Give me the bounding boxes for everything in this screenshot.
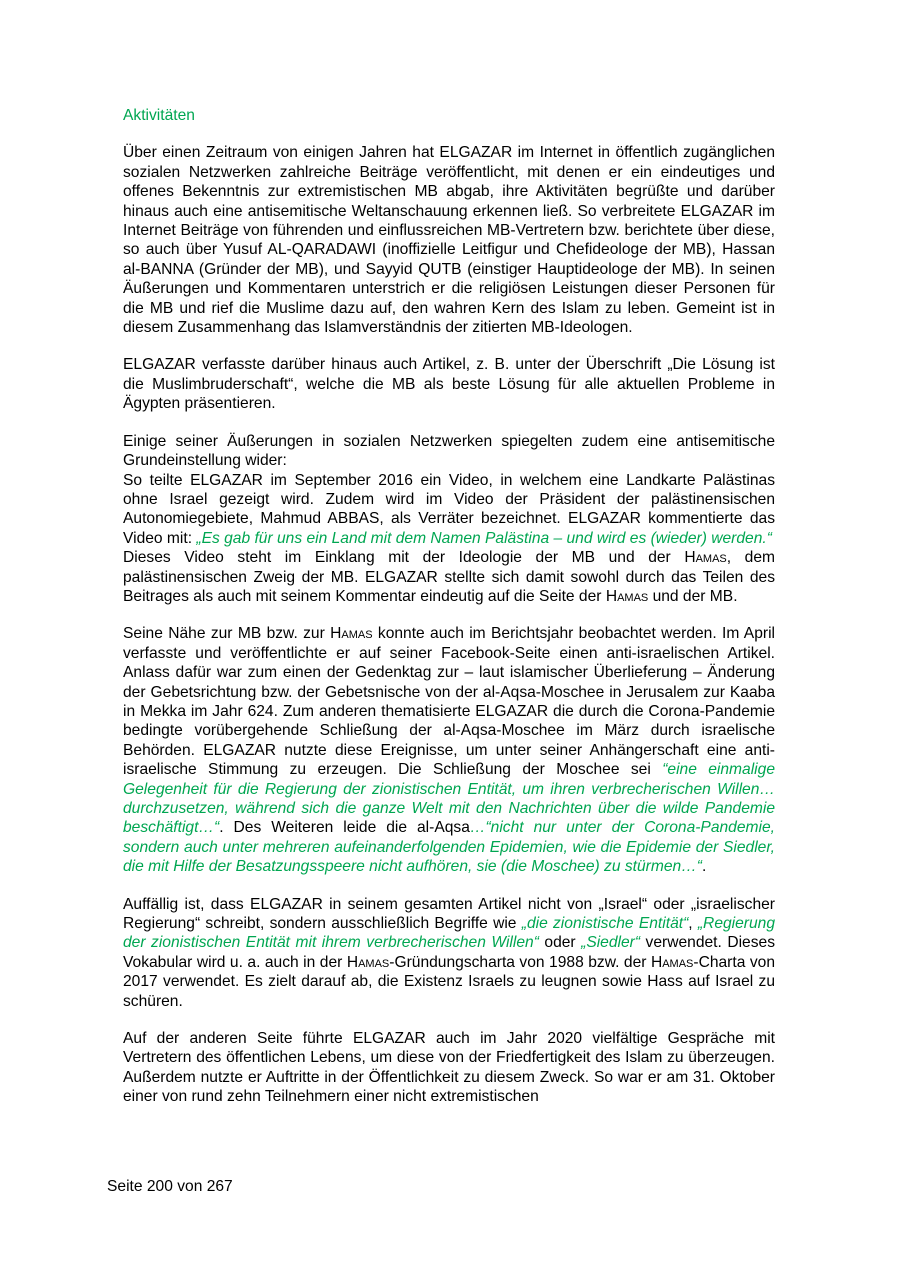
paragraph-5: [123, 895, 775, 1011]
quote-palestine: „Es gab für uns ein Land mit dem Namen Palästina – und wird es (wieder) werden.“: [196, 529, 772, 547]
separator: oder: [538, 934, 582, 952]
paragraph-3-intro: Einige seiner Äußerungen in sozialen Netzwerken spiegelten zudem eine antisemitische Grundeinstellung wider:: [123, 432, 775, 470]
paragraph-4-cont: . Des Weiteren leide die al-Aqsa: [219, 819, 470, 837]
quote-term-2: „Regierung der zionistischen Entität mit ihrem verbrecherischen Willen“: [123, 915, 776, 952]
quote-zionist-entity: “eine einmalige Gelegenheit für die Regierung der zionistischen Entität, um ihren verbrecherischen Willen… durchzusetzen, während sich die ganze Welt mit den Nachrichten über die wilde Pandemie beschäftigt…“: [123, 761, 775, 837]
paragraph-3-cont2: , dem palästinensischen Zweig der MB. ELGAZAR stellte sich damit sowohl durch das Teilen des Beitrages als auch mit seinem Kommentar eindeutig auf die Seite der: [123, 549, 776, 605]
paragraph-4-body: konnte auch im Berichtsjahr beobachtet werden. Im April verfasste und veröffentlichte er auf seiner Facebook-Seite einen anti-israelischen Artikel. Anlass dafür war zum einen der Gedenktag zur – laut islamischer Überlieferung – Änderung der Gebetsrichtung bzw. der Gebetsnische von der al-Aqsa-Moschee in Jerusalem zur Kaaba in Mekka im Jahr 624. Zum anderen thematisierte ELGAZAR die durch die Corona-Pandemie bedingte vorübergehende Schließung der al-Aqsa-Moschee im März durch israelische Behörden. ELGAZAR nutzte diese Ereignisse, um unter seiner Anhängerschaft eine anti-israelische Stimmung zu erzeugen. Die Schließung der Moschee sei: [123, 625, 775, 779]
paragraph-4-start: Seine Nähe zur MB bzw. zur: [123, 625, 331, 643]
paragraph-5-start: Auffällig ist, dass ELGAZAR in seinem gesamten Artikel nicht von „Israel“ oder „israelischer Regierung“ schreibt, sondern ausschließlich Begriffe wie: [123, 895, 775, 933]
page-number: Seite 200 von 267: [107, 1178, 233, 1195]
paragraph-2: ELGAZAR verfasste darüber hinaus auch Artikel, z. B. unter der Überschrift „Die Lösung ist die Muslimbruderschaft“, welche die MB als beste Lösung für alle aktuellen Probleme in Ägypten präsentieren.: [123, 356, 775, 413]
paragraph-3: [123, 432, 775, 607]
separator: ,: [688, 915, 698, 933]
section-heading: Aktivitäten: [123, 107, 195, 124]
hamas-term: Hamas: [684, 549, 727, 567]
hamas-term: Hamas: [650, 953, 694, 971]
hamas-term: Hamas: [346, 953, 390, 971]
paragraph-6-wrap: [123, 1029, 775, 1107]
hamas-term: Hamas: [330, 625, 373, 643]
paragraph-5-cont: -Gründungscharta von 1988 bzw. der: [389, 953, 651, 971]
paragraph-3-end: und der MB.: [648, 587, 738, 605]
paragraph-4: [123, 624, 775, 876]
paragraph-1: Über einen Zeitraum von einigen Jahren hat ELGAZAR im Internet in öffentlich zugänglichen sozialen Netzwerken zahlreiche Beiträge veröffentlicht, mit denen er ein eindeutiges und offenes Bekenntnis zur extremistischen MB abgab, ihre Aktivitäten begrüßte und darüber hinaus auch eine antisemitische Weltanschauung erkennen ließ. So verbreitete ELGAZAR im Internet Beiträge von führenden und einflussreichen MB-Vertretern bzw. berichtete über diese, so auch über Yusuf AL-QARADAWI (inoffizielle Leitfigur und Chefideologe der MB), Hassan al-BANNA (Gründer der MB), und Sayyid QUTB (einstiger Hauptideologe der MB). In seinen Äußerungen und Kommentaren unterstrich er die religiösen Leistungen dieser Personen für die MB und rief die Muslime dazu auf, den wahren Kern des Islam zu leben. Gemeint ist in diesem Zusammenhang das Islamverständnis der zitierten MB-Ideologen.: [123, 144, 775, 337]
quote-term-1: „die zionistische Entität“: [521, 915, 689, 933]
paragraph-5-end: -Charta von 2017 verwendet. Es zielt darauf ab, die Existenz Israels zu leugnen sowie Hass auf Israel zu schüren.: [123, 953, 775, 1010]
quote-term-3: „Siedler“: [581, 934, 641, 952]
paragraph-4-end: .: [701, 858, 707, 876]
paragraph-5-body: verwendet. Dieses Vokabular wird u. a. auch in der: [123, 934, 775, 971]
paragraph-3-body: So teilte ELGAZAR im September 2016 ein Video, in welchem eine Landkarte Palästinas ohne Israel gezeigt wird. Zudem wird im Video der Präsident der palästinensischen Autonomiegebiete, Mahmud ABBAS, als Verräter bezeichnet. ELGAZAR kommentierte das Video mit:: [123, 471, 775, 547]
hamas-term: Hamas: [605, 587, 649, 605]
paragraph-6: Auf der anderen Seite führte ELGAZAR auch im Jahr 2020 vielfältige Gespräche mit Vertretern des öffentlichen Lebens, um diese von der Friedfertigkeit des Islam zu überzeugen. Außerdem nutzte er Auftritte in der Öffentlichkeit zu diesem Zweck. So war er am 31. Oktober einer von rund zehn Teilnehmern einer nicht extremistischen: [123, 1030, 775, 1106]
quote-epidemics: …“nicht nur unter der Corona-Pandemie, sondern auch unter mehreren aufeinanderfolgenden Epidemien, wie die Epidemie der Siedler, die mit Hilfe der Besatzungsspeere nicht aufhören, sie (die Moschee) zu stürmen…“: [123, 819, 775, 876]
document-body: [123, 106, 775, 1107]
paragraph-3-cont: Dieses Video steht im Einklang mit der Ideologie der MB und der: [123, 549, 685, 567]
